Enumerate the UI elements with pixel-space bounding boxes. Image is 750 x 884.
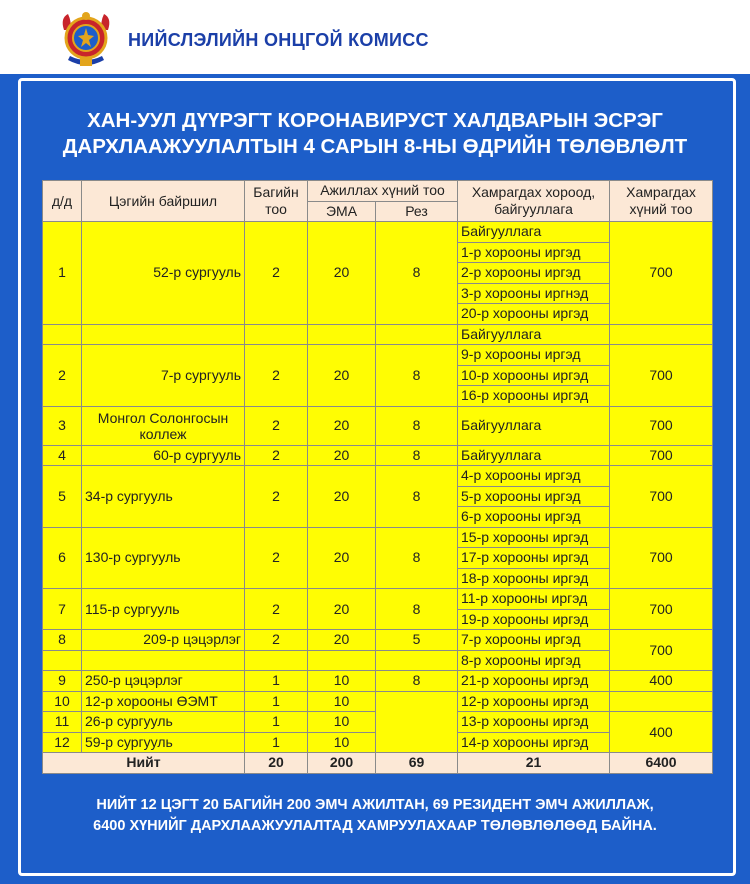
header-teams: Багийн тоо (245, 181, 308, 222)
site-location: 250-р цэцэрлэг (82, 671, 245, 692)
site-num: 5 (43, 466, 82, 528)
empty-cell (610, 324, 713, 345)
site-num: 4 (43, 445, 82, 466)
empty-cell (82, 324, 245, 345)
total-label: Нийт (43, 753, 245, 774)
site-num: 1 (43, 222, 82, 325)
site-num: 7 (43, 589, 82, 630)
coverage-cell: 4-р хорооны иргэд (458, 466, 610, 487)
summary-footer (0, 795, 750, 837)
header-coverage-org: Хамрагдах хороод, байгууллага (458, 181, 610, 222)
table-row (43, 527, 713, 548)
site-num: 11 (43, 712, 82, 733)
site-ema: 20 (308, 527, 376, 589)
site-teams: 2 (245, 222, 308, 325)
empty-cell (376, 650, 458, 671)
table-row (43, 222, 713, 243)
site-teams: 2 (245, 406, 308, 445)
site-location: 130-р сургууль (82, 527, 245, 589)
table-row (43, 630, 713, 651)
site-rez: 8 (376, 527, 458, 589)
coverage-cell: Байгууллага (458, 406, 610, 445)
coverage-cell: 13-р хорооны иргэд (458, 712, 610, 733)
site-ema: 20 (308, 406, 376, 445)
site-people: 700 (610, 445, 713, 466)
empty-cell (245, 650, 308, 671)
site-ema: 10 (308, 712, 376, 733)
site-location: Монгол Солонгосын коллеж (82, 406, 245, 445)
empty-cell (245, 324, 308, 345)
site-people: 700 (610, 630, 713, 671)
site-location: 34-р сургууль (82, 466, 245, 528)
coverage-cell: 12-р хорооны иргэд (458, 691, 610, 712)
site-ema: 10 (308, 732, 376, 753)
site-ema: 20 (308, 466, 376, 528)
site-location: 115-р сургууль (82, 589, 245, 630)
total-teams: 20 (245, 753, 308, 774)
site-location: 59-р сургууль (82, 732, 245, 753)
summary-line-1: НИЙТ 12 ЦЭГТ 20 БАГИЙН 200 ЭМЧ АЖИЛТАН, 69 РЕЗИДЕНТ ЭМЧ АЖИЛЛАЖ, (96, 797, 654, 813)
site-ema: 20 (308, 589, 376, 630)
site-location: 209-р цэцэрлэг (82, 630, 245, 651)
table-row (43, 691, 713, 712)
total-row (43, 753, 713, 774)
coverage-cell: 14-р хорооны иргэд (458, 732, 610, 753)
title-line-2: ДАРХЛААЖУУЛАЛТЫН 4 САРЫН 8-НЫ ӨДРИЙН ТӨЛӨВЛӨЛТ (62, 135, 688, 158)
coverage-cell: 18-р хорооны иргэд (458, 568, 610, 589)
site-people: 700 (610, 406, 713, 445)
summary-line-2: 6400 ХҮНИЙГ ДАРХЛААЖУУЛАЛТАД ХАМРУУЛАХААР ТӨЛӨВЛӨЛӨӨД БАЙНА. (93, 818, 657, 834)
site-rez: 8 (376, 406, 458, 445)
site-teams: 2 (245, 630, 308, 651)
table-row (43, 589, 713, 610)
site-people: 700 (610, 527, 713, 589)
site-people: 700 (610, 466, 713, 528)
site-rez: 5 (376, 630, 458, 651)
site-location: 26-р сургууль (82, 712, 245, 733)
site-num: 9 (43, 671, 82, 692)
site-location: 60-р сургууль (82, 445, 245, 466)
coverage-cell: 8-р хорооны иргэд (458, 650, 610, 671)
coverage-cell: 11-р хорооны иргэд (458, 589, 610, 610)
schedule-table (42, 180, 713, 774)
site-num: 12 (43, 732, 82, 753)
coverage-cell: 17-р хорооны иргэд (458, 548, 610, 569)
site-rez: 8 (376, 466, 458, 528)
schedule-table-wrap (42, 180, 712, 774)
site-location: 7-р сургууль (82, 345, 245, 407)
coverage-cell: 21-р хорооны иргэд (458, 671, 610, 692)
site-rez (376, 691, 458, 753)
site-ema: 20 (308, 630, 376, 651)
coverage-cell: 3-р хорооны иргнэд (458, 283, 610, 304)
site-teams: 2 (245, 527, 308, 589)
site-ema: 20 (308, 345, 376, 407)
site-location: 12-р хорооны ӨЭМТ (82, 691, 245, 712)
table-row (43, 466, 713, 487)
coverage-cell: 7-р хорооны иргэд (458, 630, 610, 651)
site-num: 10 (43, 691, 82, 712)
site-people: 400 (610, 671, 713, 692)
table-row (43, 324, 713, 345)
page-title (0, 108, 750, 160)
coverage-cell: 15-р хорооны иргэд (458, 527, 610, 548)
title-line-1: ХАН-УУЛ ДҮҮРЭГТ КОРОНАВИРУСТ ХАЛДВАРЫН ЭСРЭГ (87, 109, 663, 132)
site-ema: 20 (308, 445, 376, 466)
site-teams: 2 (245, 466, 308, 528)
total-ema: 200 (308, 753, 376, 774)
header-ema: ЭМА (308, 201, 376, 222)
site-rez: 8 (376, 222, 458, 325)
total-coverage: 21 (458, 753, 610, 774)
total-rez: 69 (376, 753, 458, 774)
site-teams: 1 (245, 691, 308, 712)
coverage-cell: 20-р хорооны иргэд (458, 304, 610, 325)
coverage-cell: 9-р хорооны иргэд (458, 345, 610, 366)
site-num: 8 (43, 630, 82, 651)
site-rez: 8 (376, 589, 458, 630)
coverage-cell: 2-р хорооны иргэд (458, 263, 610, 284)
coverage-cell: 16-р хорооны иргэд (458, 386, 610, 407)
site-teams: 1 (245, 712, 308, 733)
site-people: 700 (610, 222, 713, 325)
site-people: 400 (610, 712, 713, 753)
site-rez: 8 (376, 345, 458, 407)
site-teams: 2 (245, 589, 308, 630)
header-workers: Ажиллах хүний тоо (308, 181, 458, 202)
coverage-cell: 1-р хорооны иргэд (458, 242, 610, 263)
org-name: НИЙСЛЭЛИЙН ОНЦГОЙ КОМИСС (128, 30, 429, 50)
site-ema: 10 (308, 691, 376, 712)
header-rez: Рез (376, 201, 458, 222)
table-row (43, 345, 713, 366)
site-num: 2 (43, 345, 82, 407)
site-ema: 20 (308, 222, 376, 325)
site-teams: 2 (245, 345, 308, 407)
site-ema: 10 (308, 671, 376, 692)
coverage-cell: 5-р хорооны иргэд (458, 486, 610, 507)
site-rez: 8 (376, 445, 458, 466)
site-people: 700 (610, 589, 713, 630)
site-teams: 1 (245, 671, 308, 692)
coverage-cell: 6-р хорооны иргэд (458, 507, 610, 528)
site-teams: 2 (245, 445, 308, 466)
total-people: 6400 (610, 753, 713, 774)
coverage-cell: 19-р хорооны иргэд (458, 609, 610, 630)
site-location: 52-р сургууль (82, 222, 245, 325)
table-row (43, 445, 713, 466)
site-people: 700 (610, 345, 713, 407)
header-location: Цэгийн байршил (82, 181, 245, 222)
site-teams: 1 (245, 732, 308, 753)
site-people (610, 691, 713, 712)
table-row (43, 406, 713, 445)
empty-cell (376, 324, 458, 345)
header-num: д/д (43, 181, 82, 222)
empty-cell (43, 650, 82, 671)
site-rez: 8 (376, 671, 458, 692)
site-num: 3 (43, 406, 82, 445)
empty-cell (308, 650, 376, 671)
empty-cell (43, 324, 82, 345)
coverage-cell: Байгууллага (458, 222, 610, 243)
empty-cell (82, 650, 245, 671)
table-row (43, 671, 713, 692)
state-emblem-icon (54, 8, 118, 70)
empty-cell (308, 324, 376, 345)
site-num: 6 (43, 527, 82, 589)
header-bar (0, 0, 750, 74)
header-coverage-people: Хамрагдах хүний тоо (610, 181, 713, 222)
coverage-cell: 10-р хорооны иргэд (458, 365, 610, 386)
coverage-cell: Байгууллага (458, 324, 610, 345)
coverage-cell: Байгууллага (458, 445, 610, 466)
